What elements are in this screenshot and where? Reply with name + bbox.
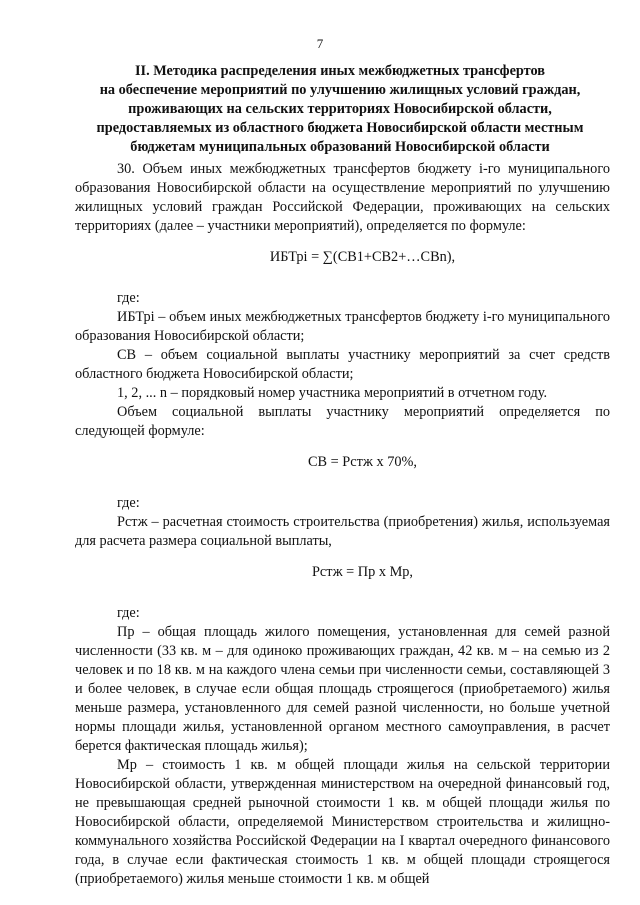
definition-ibtr: ИБТрi – объем иных межбюджетных трансфертов бюджету i-го муниципального образования Новосибирской области; bbox=[75, 309, 610, 344]
formula-rstzh: Рстж = Пр x Мр, bbox=[311, 564, 413, 580]
formula-sv: СВ = Рстж x 70%, bbox=[308, 454, 417, 470]
page-number: 7 bbox=[316, 36, 324, 51]
definition-pr: Пр – общая площадь жилого помещения, установленная для семей разной численности (33 кв. м – для одиноко проживающих граждан, 42 кв. м – на семью из 2 человек и по 18 кв. м на каждого члена семьи при численности семьи, составляющей 3 и более человек, в случае если общая площадь строящегося (приобретаемого) жилья меньше размера, установленного для семей разной численности, но больше учетной нормы площади жилья, установленной органом местного самоуправления, в расчет берется фактическая площадь жилья); bbox=[75, 624, 610, 754]
formula-ibtr: ИБТрi = ∑(СВ1+СВ2+…СВn), bbox=[269, 249, 456, 265]
paragraph-sv: Объем социальной выплаты участнику мероприятий определяется по следующей формуле: bbox=[75, 404, 610, 439]
document-body bbox=[75, 160, 610, 889]
heading-line: проживающих на сельских территориях Новосибирской области, bbox=[128, 101, 552, 117]
definition-rstzh: Рстж – расчетная стоимость строительства (приобретения) жилья, используемая для расчета размера социальной выплаты, bbox=[75, 514, 610, 549]
where-label: где: bbox=[117, 290, 140, 306]
where-label: где: bbox=[117, 495, 140, 511]
definition-mr: Мр – стоимость 1 кв. м общей площади жилья на сельской территории Новосибирской области, утвержденная министерством на очередной финансовый год, не превышающая средней рыночной стоимости 1 кв. м общей площади жилья по Новосибирской области, определяемой Министерством строительства и жилищно-коммунального хозяйства Российской Федерации на I квартал очередного финансового года, в случае если фактическая стоимость 1 кв. м общей площади строящегося (приобретаемого) жилья меньше стоимости 1 кв. м общей bbox=[75, 757, 610, 887]
paragraph-30: 30. Объем иных межбюджетных трансфертов бюджету i-го муниципального образования Новосибирской области на осуществление мероприятий по улучшению жилищных условий граждан Российской Федерации, проживающих на сельских территориях (далее – участники мероприятий), определяется по формуле: bbox=[75, 161, 610, 234]
definition-sv: СВ – объем социальной выплаты участнику мероприятий за счет средств областного бюджета Новосибирской области; bbox=[75, 347, 610, 382]
heading-line: бюджетам муниципальных образований Новосибирской области bbox=[130, 139, 550, 155]
heading-line: II. Методика распределения иных межбюджетных трансфертов bbox=[134, 63, 546, 79]
heading-line: предоставляемых из областного бюджета Новосибирской области местным bbox=[96, 120, 584, 136]
where-label: где: bbox=[117, 605, 140, 621]
section-heading bbox=[70, 62, 610, 157]
heading-line: на обеспечение мероприятий по улучшению жилищных условий граждан, bbox=[99, 82, 581, 98]
definition-n: 1, 2, ... n – порядковый номер участника мероприятий в отчетном году. bbox=[117, 385, 548, 401]
